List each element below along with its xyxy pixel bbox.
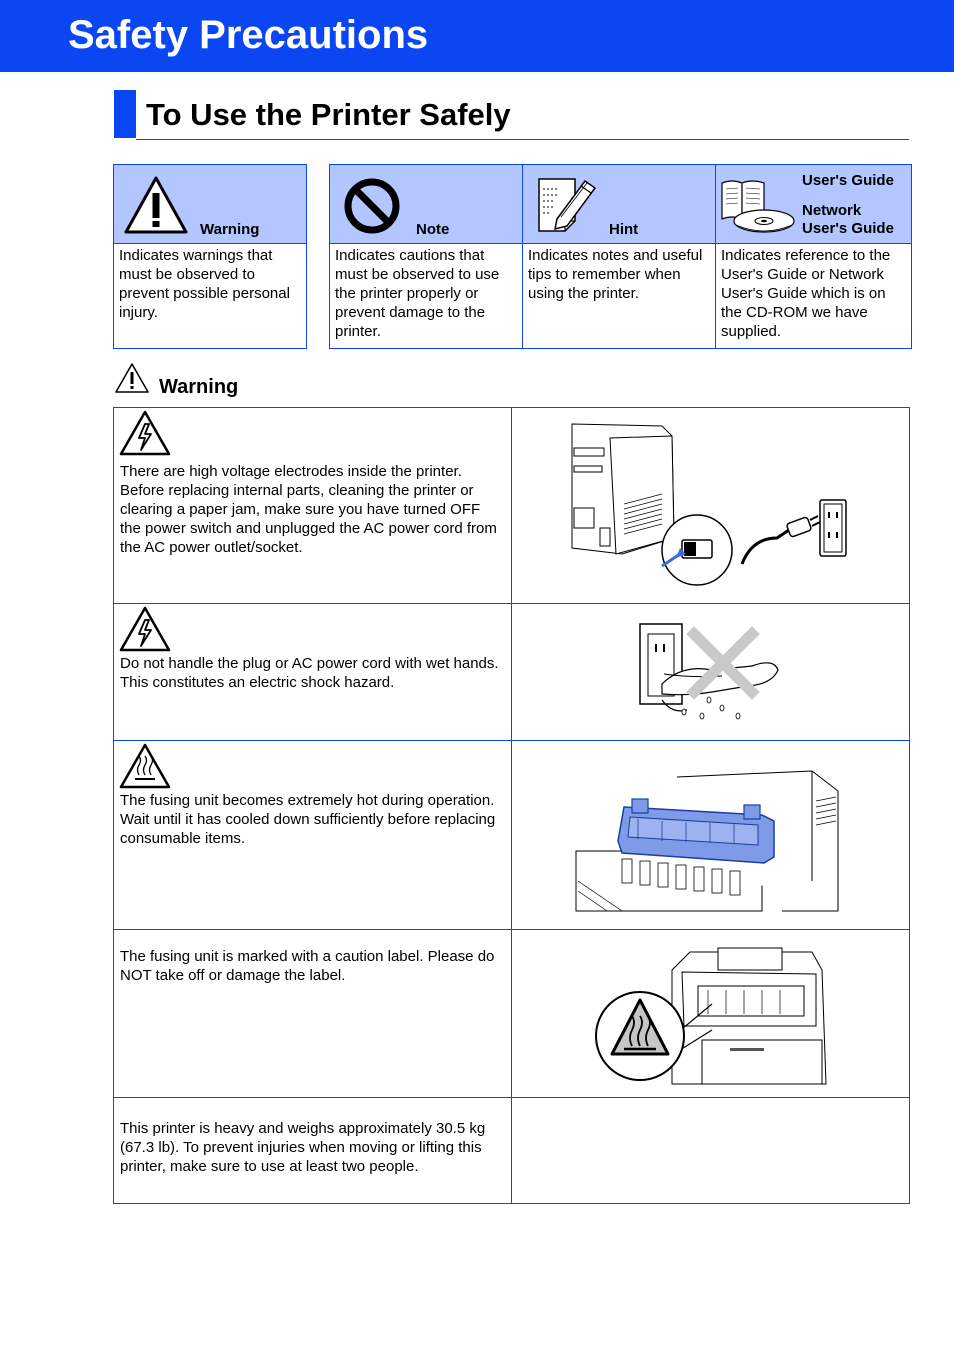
printer-power-switch-illustration — [512, 408, 908, 602]
book-cd-icon — [718, 177, 798, 237]
caution-label-illustration — [512, 930, 908, 1096]
high-voltage-icon — [119, 606, 171, 652]
legend-label-users-guide: User's Guide — [802, 172, 894, 189]
warning-title: Warning — [159, 376, 239, 398]
warning-row — [114, 604, 910, 741]
legend-label-hint: Hint — [609, 221, 639, 238]
warning-row — [114, 1098, 910, 1204]
fusing-unit-illustration — [512, 741, 908, 928]
legend-desc-hint: Indicates notes and useful tips to remember when using the printer. — [523, 244, 716, 349]
warning-row — [114, 930, 910, 1098]
warning-text: There are high voltage electrodes inside the printer. Before replacing internal parts, cleaning the printer or clearing a paper jam, make sure you have turned OFF the power switch and unplugged the AC power cord from the AC power outlet/socket. — [120, 463, 497, 556]
empty-illustration-cell — [512, 1098, 910, 1204]
warning-table — [113, 407, 910, 1204]
warning-text: The fusing unit is marked with a caution label. Please do NOT take off or damage the label. — [120, 948, 495, 984]
hot-surface-icon — [119, 743, 171, 789]
legend-warning — [113, 164, 307, 349]
legend-label-network: Network — [802, 202, 862, 219]
prohibition-icon — [343, 177, 401, 235]
warning-text: Do not handle the plug or AC power cord with wet hands. This constitutes an electric shock hazard. — [120, 655, 499, 691]
warning-icon — [123, 175, 189, 235]
legend-label-warning: Warning — [200, 221, 260, 238]
warning-row — [114, 408, 910, 604]
legend-label-note: Note — [416, 221, 450, 238]
section-accent-bar — [114, 90, 136, 138]
legend-note — [330, 165, 523, 244]
wet-hands-plug-illustration — [512, 604, 908, 739]
header-bar — [0, 0, 954, 72]
section-rule — [136, 139, 909, 140]
warning-row — [114, 741, 910, 930]
legend-desc-warning: Indicates warnings that must be observed to prevent possible personal injury. — [114, 244, 307, 349]
warning-icon — [114, 362, 150, 394]
legend-group — [329, 164, 912, 349]
legend-desc-users-guide: Indicates reference to the User's Guide or Network User's Guide which is on the CD-ROM we have supplied. — [716, 244, 912, 349]
legend-desc-note: Indicates cautions that must be observed to use the printer properly or prevent damage to the printer. — [330, 244, 523, 349]
warning-text: This printer is heavy and weighs approximately 30.5 kg (67.3 lb). To prevent injuries when moving or lifting this printer, make sure to use at least two people. — [120, 1120, 486, 1175]
legend-hint — [523, 165, 716, 244]
legend-users-guide — [716, 165, 912, 244]
page-title: Safety Precautions — [68, 13, 429, 57]
warning-text: The fusing unit becomes extremely hot during operation. Wait until it has cooled down sufficiently before replacing consumable items. — [120, 792, 496, 847]
notepad-pencil-icon — [535, 173, 599, 237]
legend-label-network-guide: User's Guide — [802, 220, 894, 237]
section-title: To Use the Printer Safely — [146, 97, 511, 132]
high-voltage-icon — [119, 410, 171, 456]
